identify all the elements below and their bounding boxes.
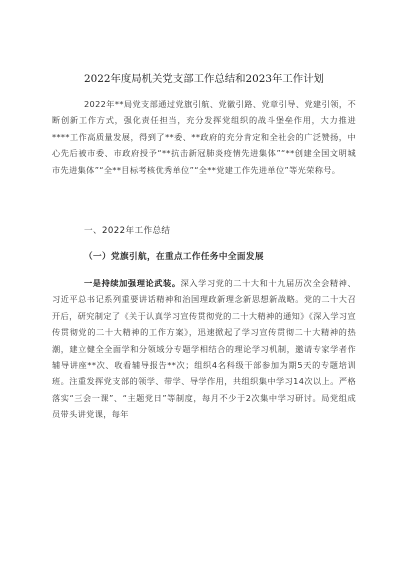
body-paragraph: [52, 275, 356, 423]
intro-paragraph: 2022年**局党支部通过党旗引航、党徽引路、党章引导、党建引领，不断创新工作方式，强化责任担当，充分发挥党组织的战斗堡垒作用，大力推进****工作高质量发展，得到了**委、**政府的充分肯定和全社会的广泛赞扬，中心先后被市委、市政府授予“**抗击新冠肺炎疫情先进集体”“**创建全国文明城市先进集体”“全**目标考核优秀单位”“全**党建工作先进单位”等光荣称号。: [52, 99, 356, 175]
document-title: 2022年度局机关党支部工作总结和2023年工作计划: [84, 73, 324, 85]
paragraph-lead: 一是持续加强理论武装。: [84, 278, 181, 288]
section-heading: 一、2022年工作总结: [84, 226, 171, 236]
paragraph-text: 深入学习党的二十大和十九届历次全会精神、习近平总书记系列重要讲话精神和治国理政新理念新思想新战略。党的二十大召开后，研究制定了《关于认真学习宣传贯彻党的二十大精神的通知》《深入学习宣传贯彻党的二十大精神的工作方案》，迅速掀起了学习宣传贯彻二十大精神的热潮，建立健全全面学和分领域分专题学相结合的理论学习机制，邀请专家学者作辅导讲座**次、收看辅导报告**次；组织4名科级干部参加为期5天的专题培训班。注重发挥党支部的领学、带学、导学作用，共组织集中学习14次以上。严格落实“三会一课”、“主题党日”等制度，每月不少于2次集中学习研讨。局党组成员带头讲党课，每年: [52, 278, 356, 420]
subsection-heading: （一）党旗引航，在重点工作任务中全面发展: [84, 252, 264, 262]
